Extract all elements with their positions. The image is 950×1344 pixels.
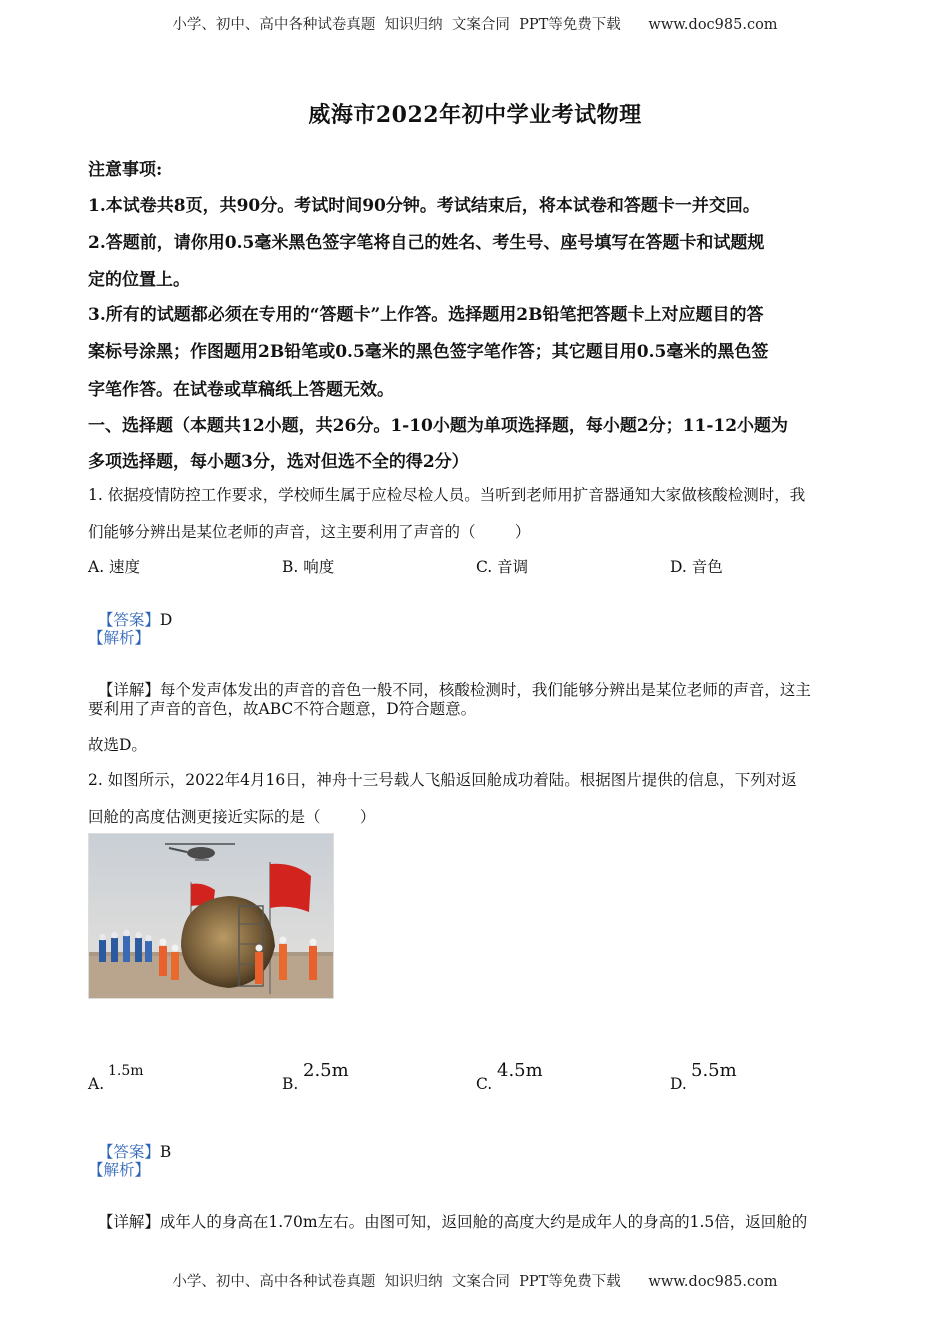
q2-analysis-tag: 【解析】 bbox=[88, 1161, 151, 1179]
notice-line-4: 3.所有的试题都必须在专用的“答题卡”上作答。选择题用2B铅笔把答题卡上对应题目的答 bbox=[88, 305, 764, 325]
q2-option-a-value: 1.5m bbox=[108, 1063, 144, 1079]
q2-option-c-value: 4.5m bbox=[497, 1060, 543, 1081]
notice-line-2: 2.答题前，请你用0.5毫米黑色签字笔将自己的姓名、考生号、座号填写在答题卡和试题规 bbox=[88, 233, 765, 253]
q2-option-b-letter: B. bbox=[282, 1075, 299, 1093]
notice-line-3: 定的位置上。 bbox=[88, 270, 190, 290]
answer-tag: 【答案】 bbox=[97, 611, 160, 629]
q2-option-a-letter: A. bbox=[88, 1075, 105, 1093]
q1-option-a: A. 速度 bbox=[88, 558, 141, 576]
q1-answer-value: D bbox=[159, 611, 173, 629]
q2-stem-line-2: 回舱的高度估测更接近实际的是（ ） bbox=[88, 808, 376, 826]
notice-line-1: 1.本试卷共8页，共90分。考试时间90分钟。考试结束后，将本试卷和答题卡一并交回。 bbox=[88, 196, 760, 216]
q2-option-b-value: 2.5m bbox=[303, 1060, 349, 1081]
q2-option-d-letter: D. bbox=[670, 1075, 687, 1093]
q1-conclusion: 故选D。 bbox=[88, 736, 147, 754]
q2-answer-value: B bbox=[159, 1143, 172, 1161]
q1-detail-line-2: 要利用了声音的音色，故ABC不符合题意，D符合题意。 bbox=[88, 700, 477, 718]
landing-photo bbox=[88, 833, 334, 999]
section-heading-line-2: 多项选择题，每小题3分，选对但选不全的得2分） bbox=[88, 452, 469, 472]
detail-tag: 【详解】 bbox=[97, 681, 160, 699]
page-footer: 小学、初中、高中各种试卷真题 知识归纳 文案合同 PPT等免费下载 www.doc985.com bbox=[172, 1274, 778, 1290]
q1-stem-line-2: 们能够分辨出是某位老师的声音，这主要利用了声音的（ ） bbox=[88, 523, 531, 541]
q1-analysis-tag: 【解析】 bbox=[88, 629, 151, 647]
q2-option-c-letter: C. bbox=[476, 1075, 493, 1093]
notice-line-5: 案标号涂黑；作图题用2B铅笔或0.5毫米的黑色签字笔作答；其它题目用0.5毫米的黑色签 bbox=[88, 342, 769, 362]
notice-line-6: 字笔作答。在试卷或草稿纸上答题无效。 bbox=[88, 380, 394, 400]
q2-option-d-value: 5.5m bbox=[691, 1060, 737, 1081]
q2-stem-line-1: 2. 如图所示，2022年4月16日，神舟十三号载人飞船返回舱成功着陆。根据图片提供的信息，下列对返 bbox=[88, 771, 797, 789]
page-title: 威海市2022年初中学业考试物理 bbox=[308, 102, 642, 128]
q1-option-c: C. 音调 bbox=[476, 558, 529, 576]
q2-answer bbox=[88, 1122, 171, 1162]
q1-stem-line-1: 1. 依据疫情防控工作要求，学校师生属于应检尽检人员。当听到老师用扩音器通知大家做核酸检测时，我 bbox=[88, 486, 806, 504]
q1-detail-line-1: 【详解】每个发声体发出的声音的音色一般不同，核酸检测时，我们能够分辨出是某位老师的声音，这主 bbox=[97, 681, 811, 699]
q2-detail-line-1: 【详解】成年人的身高在1.70m左右。由图可知，返回舱的高度大约是成年人的身高的1.5倍，返回舱的 bbox=[97, 1213, 808, 1231]
section-heading-line-1: 一、选择题（本题共12小题，共26分。1-10小题为单项选择题，每小题2分；11-12小题为 bbox=[88, 416, 789, 436]
answer-tag: 【答案】 bbox=[97, 1143, 160, 1161]
q1-option-d: D. 音色 bbox=[670, 558, 723, 576]
detail-tag: 【详解】 bbox=[97, 1213, 160, 1231]
q1-answer bbox=[88, 590, 172, 630]
notice-heading: 注意事项: bbox=[88, 160, 163, 180]
q1-option-b: B. 响度 bbox=[282, 558, 335, 576]
page-header: 小学、初中、高中各种试卷真题 知识归纳 文案合同 PPT等免费下载 www.doc985.com bbox=[172, 17, 778, 33]
